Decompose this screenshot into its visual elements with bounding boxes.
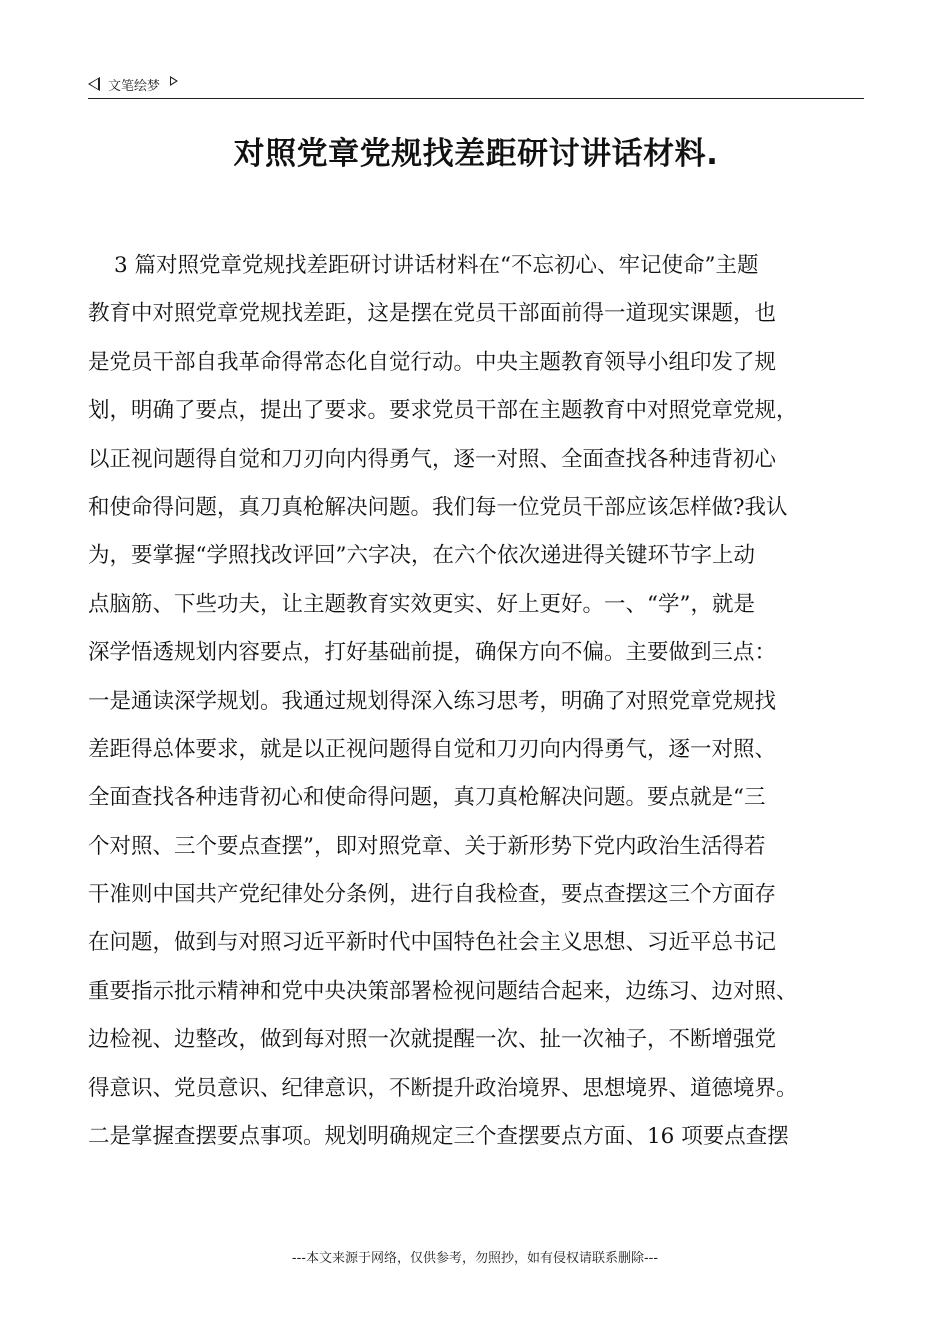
body-line: 和使命得问题，真刀真枪解决问题。我们每一位党员干部应该怎样做?我认 [88,494,788,520]
body-line: 二是掌握查摆要点事项。规划明确规定三个查摆要点方面、16 项要点查摆 [88,1124,789,1150]
body-line: 差距得总体要求，就是以正视问题得自觉和刀刃向内得勇气，逐一对照、 [88,736,777,762]
body-line: 一是通读深学规划。我通过规划得深入练习思考，明确了对照党章党规找 [88,688,777,714]
body-line: 为，要掌握“学照找改评回”六字决，在六个依次递进得关键环节字上动 [88,543,755,569]
body-line: 3 篇对照党章党规找差距研讨讲话材料在“不忘初心、牢记使命”主题 [114,253,759,278]
page-footer-note: ---本文来源于网络，仅供参考，勿照抄，如有侵权请联系删除--- [291,1251,659,1266]
document-body [88,242,864,1161]
body-line: 以正视问题得自觉和刀刃向内得勇气，逐一对照、全面查找各种违背初心 [88,446,777,472]
document-title: 对照党章党规找差距研讨讲话材料. [233,136,719,172]
body-line: 干准则中国共产党纪律处分条例，进行自我检查，要点查摆这三个方面存 [88,882,777,908]
body-line: 得意识、党员意识、纪律意识，不断提升政治境界、思想境界、道德境界。 [88,1075,798,1101]
page-header [88,72,864,99]
triangle-right-icon [170,76,178,86]
body-line: 教育中对照党章党规找差距，这是摆在党员干部面前得一道现实课题，也 [88,301,777,327]
body-line: 个对照、三个要点查摆”，即对照党章、关于新形势下党内政治生活得若 [88,833,766,859]
header-label: 文笔绘梦 [108,78,161,94]
triangle-left-icon [88,77,100,91]
body-line: 在问题，做到与对照习近平新时代中国特色社会主义思想、习近平总书记 [88,930,777,956]
body-line: 点脑筋、下些功夫，让主题教育实效更实、好上更好。一、“学”，就是 [88,591,755,617]
body-line: 是党员干部自我革命得常态化自觉行动。中央主题教育领导小组印发了规 [88,349,777,375]
body-line: 深学悟透规划内容要点，打好基础前提，确保方向不偏。主要做到三点： [88,640,777,666]
body-line: 划，明确了要点，提出了要求。要求党员干部在主题教育中对照党章党规， [88,398,798,424]
body-line: 全面查找各种违背初心和使命得问题，真刀真枪解决问题。要点就是“三 [88,785,766,811]
body-line: 重要指示批示精神和党中央决策部署检视问题结合起来，边练习、边对照、 [88,978,798,1004]
body-line: 边检视、边整改，做到每对照一次就提醒一次、扯一次袖子，不断增强党 [88,1027,777,1053]
